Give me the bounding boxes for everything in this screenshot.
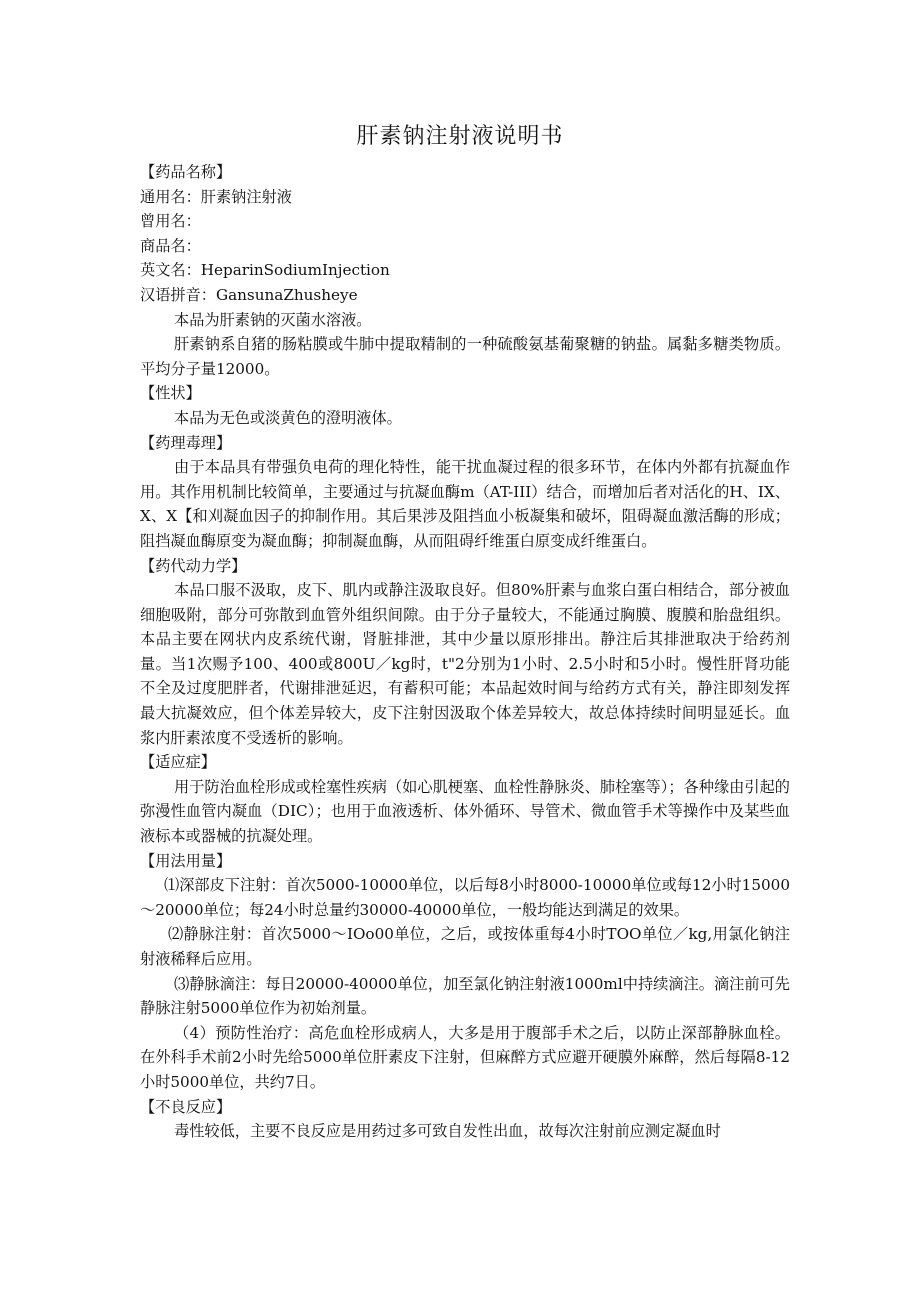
english-name: 英文名：HeparinSodiumInjection xyxy=(140,261,390,280)
generic-name: 通用名：肝素钠注射液 xyxy=(140,187,292,206)
former-name: 曾用名： xyxy=(140,212,201,231)
trade-name: 商品名： xyxy=(140,236,201,255)
dosage-item-4: （4）预防性治疗：高危血栓形成病人，大多是用于腹部手术之后，以防止深部静脉血栓。在外科手术前2小时先给5000单位肝素皮下注射，但麻醉方式应避开硬膜外麻醉，然后每隔8-12小时5000单位，共约7日。 xyxy=(140,1023,790,1091)
document-body xyxy=(140,160,790,1144)
properties-text: 本品为无色或淡黄色的澄明液体。 xyxy=(174,408,402,427)
dosage-item-2: ⑵静脉注射：首次5000～IOo00单位，之后，或按体重每4小时TOO单位／kg,用氯化钠注射液稀释后应用。 xyxy=(140,925,790,968)
pharmacokinetics-text: 本品口服不汲取，皮下、肌内或静注汲取良好。但80%肝素与血浆白蛋白相结合，部分被血细胞吸附，部分可弥散到血管外组织间隙。由于分子量较大，不能通过胸膜、腹膜和胎盘组织。本品主要在网状内皮系统代谢，肾脏排泄，其中少量以原形排出。静注后其排泄取决于给药剂量。当1次赐予100、400或800U／kg时，t"2分别为1小时、2.5小时和5小时。慢性肝肾功能不全及过度肥胖者，代谢排泄延迟，有蓄积可能；本品起效时间与给药方式有关，静注即刻发挥最大抗凝效应，但个体差异较大，皮下注射因汲取个体差异较大，故总体持续时间明显延长。血浆内肝素浓度不受透析的影响。 xyxy=(140,581,790,747)
dosage-item-3: ⑶静脉滴注：每日20000-40000单位，加至氯化钠注射液1000ml中持续滴注。滴注前可先静脉注射5000单位作为初始剂量。 xyxy=(140,974,790,1018)
drug-description-1: 本品为肝素钠的灭菌水溶液。 xyxy=(174,310,372,329)
section-heading-dosage: 【用法用量】 xyxy=(140,851,232,870)
section-heading-drug-name: 【药品名称】 xyxy=(140,163,232,181)
section-heading-properties: 【性状】 xyxy=(140,384,201,403)
pharmacology-text: 由于本品具有带强负电荷的理化特性，能干扰血凝过程的很多环节，在体内外都有抗凝血作用。其作用机制比较简单，主要通过与抗凝血酶m（AT-III）结合，而增加后者对活化的H、IX、X、X【和刈凝血因子的抑制作用。其后果涉及阻挡血小板凝集和破坏，阻碍凝血激活酶的形成；阻挡凝血酶原变为凝血酶；抑制凝血酶，从而阻碍纤维蛋白原变成纤维蛋白。 xyxy=(140,458,790,550)
section-heading-indications: 【适应症】 xyxy=(140,753,216,772)
section-heading-adverse: 【不良反应】 xyxy=(140,1097,232,1116)
pinyin-name: 汉语拼音：GansunaZhusheye xyxy=(140,285,358,304)
document-title: 肝素钠注射液说明书 xyxy=(356,124,564,149)
dosage-item-1: ⑴深部皮下注射：首次5000-10000单位，以后每8小时8000-10000单位或每12小时15000～20000单位；每24小时总量约30000-40000单位，一般均能达到满足的效果。 xyxy=(140,876,790,919)
adverse-text: 毒性较低，主要不良反应是用药过多可致自发性出血，故每次注射前应测定凝血时 xyxy=(174,1122,721,1141)
section-heading-pharmacology: 【药理毒理】 xyxy=(140,433,232,452)
drug-description-2: 肝素钠系自猪的肠粘膜或牛肺中提取精制的一种硫酸氨基葡聚糖的钠盐。属黏多糖类物质。平均分子量12000。 xyxy=(140,335,790,378)
section-heading-pharmacokinetics: 【药代动力学】 xyxy=(140,556,247,575)
indications-text: 用于防治血栓形成或栓塞性疾病（如心肌梗塞、血栓性静脉炎、肺栓塞等）；各种缘由引起的弥漫性血管内凝血（DIC）；也用于血液透析、体外循环、导管术、微血管手术等操作中及某些血液标本或器械的抗凝处理。 xyxy=(140,777,790,846)
